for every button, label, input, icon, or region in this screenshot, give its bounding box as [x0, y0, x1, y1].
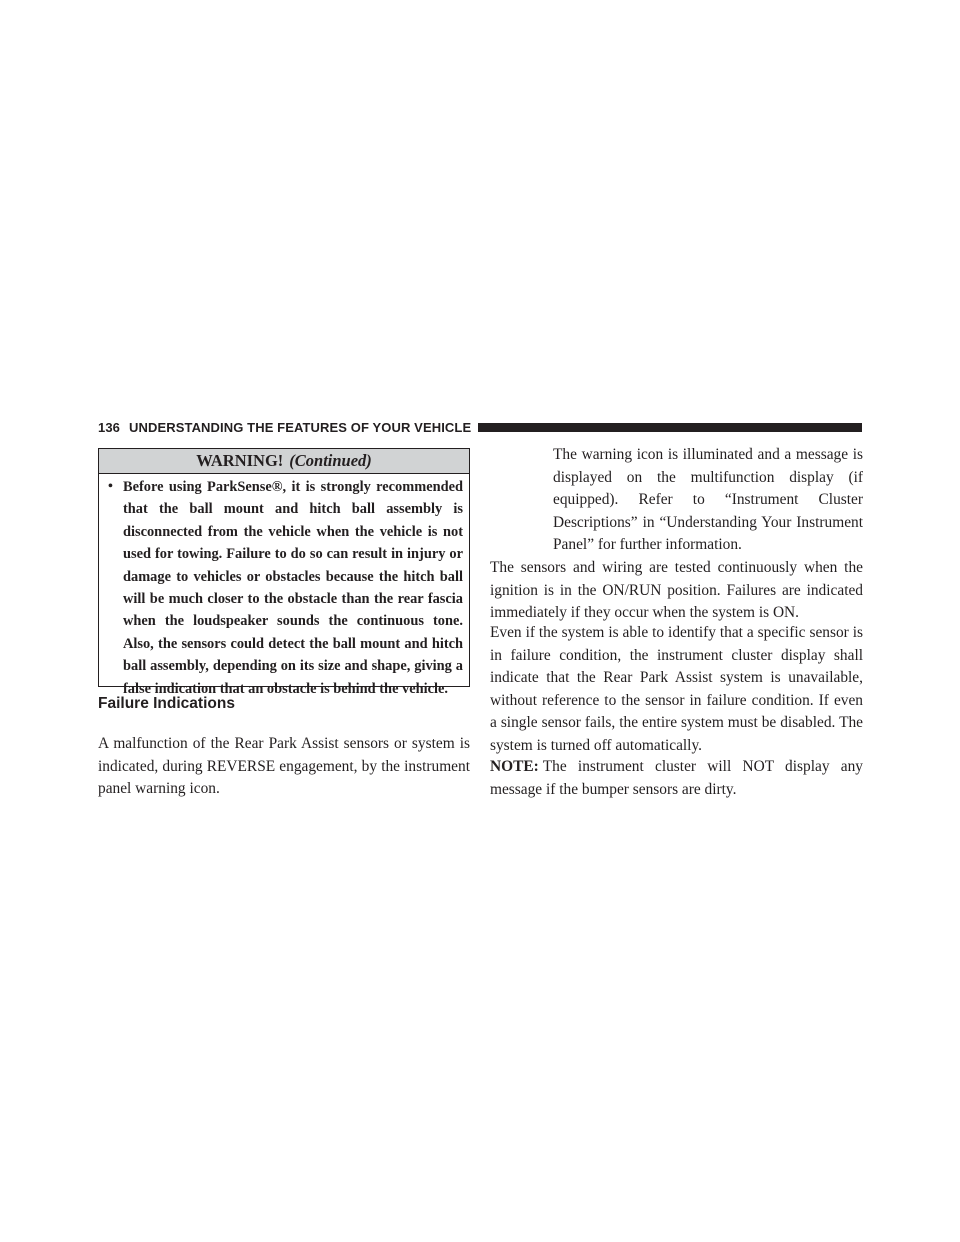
failure-indications-heading: Failure Indications	[98, 695, 235, 712]
failure-paragraph: A malfunction of the Rear Park Assist sensors or system is indicated, during REVERSE engagement, by the instrument panel warning icon.	[98, 735, 470, 798]
warning-text: Before using ParkSense®, it is strongly recommended that the ball mount and hitch ball assembly is disconnected from the vehicle when the vehicle is not used for towing. Failure to do so can result in injury or damage to vehicles or obstacles because the hitch ball will be much closer to the obstacle than the rear fascia when the loudspeaker sounds the continuous tone. Also, the sensors could detect the ball mount and hitch ball assembly, depending on its size and shape, giving a false indication that an obstacle is behind the vehicle.	[123, 479, 463, 697]
sensor-failure-paragraph: Even if the system is able to identify that a specific sensor is in failure condition, the instrument cluster display shall indicate that the Rear Park Assist system is unavailable, without reference to the sensor in failure condition. If even a single sensor fails, the entire system must be disabled. The system is turned off automatically.	[490, 624, 863, 754]
header-rule	[478, 423, 862, 432]
note-label: NOTE:	[490, 758, 539, 775]
warning-icon-description: The warning icon is illuminated and a message is displayed on the multifunction display (if equipped). Refer to “Instrument Cluster Descriptions” in “Understanding Your Instrument Panel” for further information.	[553, 446, 863, 554]
note-paragraph	[490, 756, 863, 801]
page-number: 136	[98, 419, 120, 435]
warning-title	[99, 449, 469, 474]
section-title: UNDERSTANDING THE FEATURES OF YOUR VEHICLE	[129, 419, 472, 435]
warning-box	[98, 448, 470, 697]
warning-body	[99, 474, 469, 700]
warning-label: WARNING!	[196, 451, 284, 470]
warning-continued: (Continued)	[289, 451, 372, 470]
note-text: The instrument cluster will NOT display any message if the bumper sensors are dirty.	[490, 758, 863, 798]
sensor-test-paragraph: The sensors and wiring are tested continuously when the ignition is in the ON/RUN position. Failures are indicated immediately if they occur when the system is ON.	[490, 559, 863, 622]
bullet-icon: •	[108, 479, 113, 494]
page-header	[98, 418, 862, 436]
